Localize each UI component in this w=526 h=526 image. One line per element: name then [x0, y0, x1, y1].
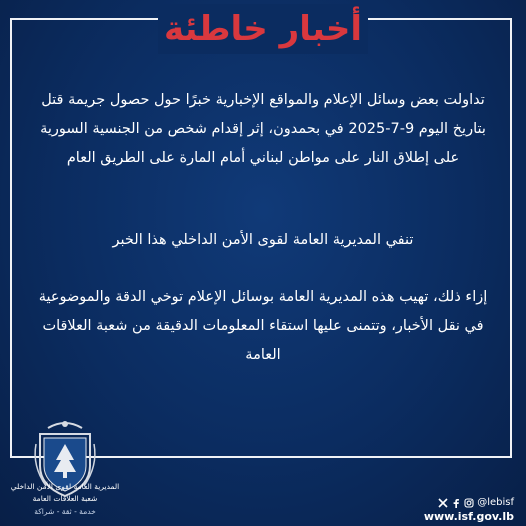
statement-paragraph-2: تنفي المديرية العامة لقوى الأمن الداخلي هذا الخبر	[112, 232, 414, 248]
isf-emblem-logo	[22, 414, 108, 522]
statement-paragraph-1: تداولت بعض وسائل الإعلام والمواقع الإخبارية خبرًا حول حصول جريمة قتل بتاريخ اليوم 9-7-2025 في بحمدون، إثر إقدام شخص من الجنسية السورية على إطلاق النار على مواطن لبناني أمام المارة على الطريق العام	[40, 92, 486, 166]
website-url[interactable]: www.isf.gov.lb	[423, 510, 514, 523]
facebook-icon[interactable]	[451, 498, 461, 508]
instagram-icon[interactable]	[464, 498, 474, 508]
org-name-line-1: المديرية العامة لقوى الأمن الداخلي	[10, 482, 120, 491]
social-row	[438, 497, 514, 508]
org-name-line-2: شعبة العلاقات العامة	[32, 494, 98, 503]
statement-paragraph-3: إزاء ذلك، تهيب هذه المديرية العامة بوسائل الإعلام توخي الدقة والموضوعية في نقل الأخبار، وتتمنى عليها استقاء المعلومات الدقيقة من شعبة العلاقات العامة	[38, 289, 488, 363]
x-icon[interactable]	[438, 498, 448, 508]
page-title: أخبار خاطئة	[163, 9, 362, 49]
org-motto: خدمة - ثقة - شراكة	[34, 507, 96, 516]
headline-box	[158, 4, 368, 54]
social-handle: @lebisf	[477, 497, 514, 508]
